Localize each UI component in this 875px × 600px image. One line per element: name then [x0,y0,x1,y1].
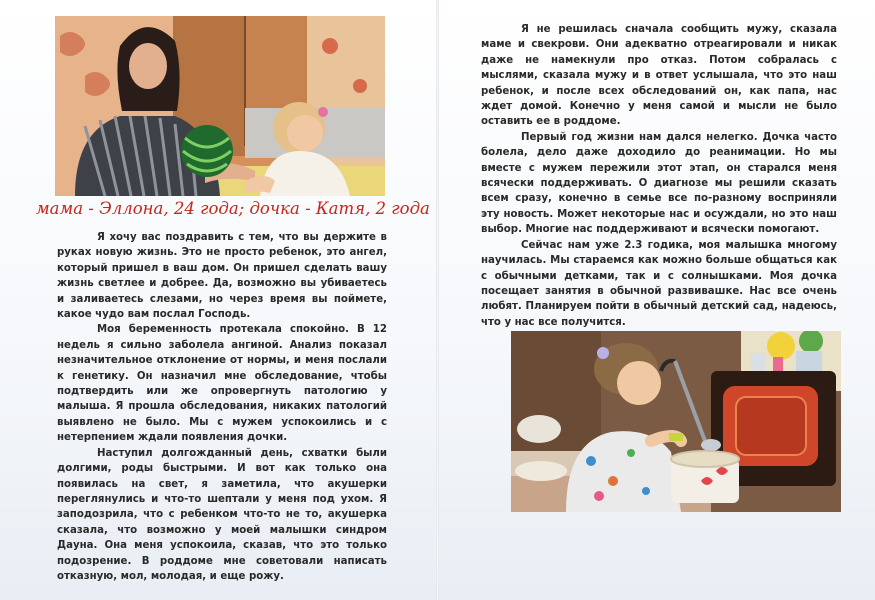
mother-daughter-photo [55,16,385,196]
right-story-text [481,22,837,330]
paragraph: Сейчас нам уже 2.3 годика, моя малышка многому научилась. Мы стараемся как можно больше общаться как с обычными детками, так и с солнышками. Моя дочка посещает занятия в обычной развивашке. Нас все очень любят. Планируем пойти в обычный детский сад, надеюсь, что у нас все получится. [481,239,837,328]
daughter-cooking-photo [511,331,841,512]
left-story-text [57,230,387,584]
paragraph: Я не решилась сначала сообщить мужу, сказала маме и свекрови. Они адекватно отреагировали и никак даже не намекнули про отказ. Потом собралась с мыслями, сказала мужу и в ответ услышала, что это наш ребенок, и после всех обследований он, как папа, нас ждет домой. Конечно у меня самой и мысли не было оставить ее в роддоме. [481,24,837,128]
paragraph: Я хочу вас поздравить с тем, что вы держите в руках новую жизнь. Это не просто ребенок, это ангел, который пришел в ваш дом. Он пришел сделать вашу жизнь светлее и добрее. Да, возможно вы убиваетесь и заливаетесь слезами, но через время вы поймете, какое чудо вам послал Господь. [57,232,387,321]
paragraph: Первый год жизни нам дался нелегко. Дочка часто болела, дело даже доходило до реанимации. Но мы вместе с мужем пережили этот этап, он старался меня всячески поддерживать. О диагнозе мы решили сказать всем сразу, конечно в семье все по-разному восприняли эту новость. Может некоторые нас и осуждали, но это наш выбор. Многие нас поддерживают и всячески помогают. [481,131,837,236]
paragraph: Наступил долгожданный день, схватки были долгими, роды быстрыми. И вот как только она появилась на свет, я заметила, что акушерки переглянулись и что-то шептали у меня под ухом. Я заподозрила, что с ребенком что-то не то, акушерка сказала, что возможно у моей малышки синдром Дауна. Она меня успокоила, сказав, что это только подозрение. В роддоме мне советовали написать отказную, мол, молодая, и еще рожу. [57,447,387,582]
photo-caption: мама - Эллона, 24 года; дочка - Катя, 2 года [36,199,430,218]
paragraph: Моя беременность протекала спокойно. В 12 недель я сильно заболела ангиной. Анализ показал незначительное отклонение от нормы, и меня послали к генетику. Он назначил мне обследование, чтобы подтвердить или же опровергнуть патологию у малыша. Я прошла обследования, никаких патологий выявлено не было. Мы с мужем успокоились и с нетерпением ждали появления дочки. [57,324,387,444]
page-spine [436,0,439,600]
